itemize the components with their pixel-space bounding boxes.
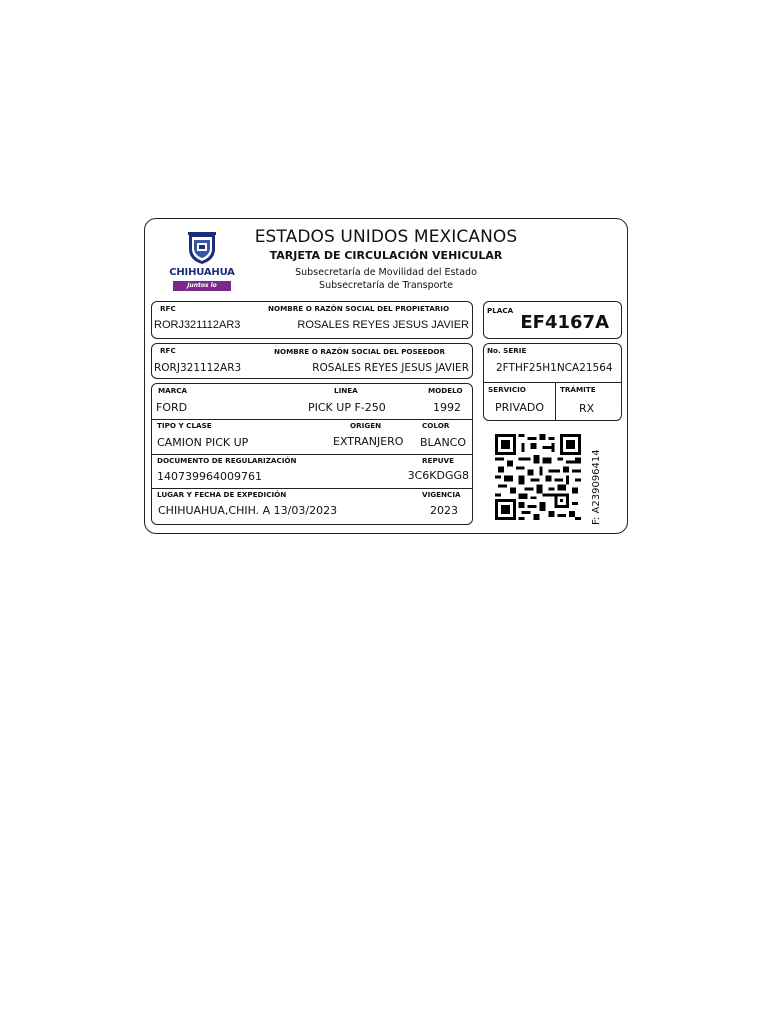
logo-name: CHIHUAHUA <box>169 267 235 278</box>
serial-value: 2FTHF25H1NCA21564 <box>496 362 613 374</box>
folio-number: F: A239096414 <box>591 449 602 525</box>
holder-box <box>151 343 473 379</box>
brand-value: FORD <box>156 401 188 414</box>
line-label: LINEA <box>334 386 358 395</box>
shield-icon <box>186 231 218 265</box>
brand-label: MARCA <box>158 386 188 395</box>
serial-label: No. SERIE <box>487 346 527 355</box>
service-label: SERVICIO <box>488 385 526 394</box>
serial-service-box <box>483 343 622 421</box>
document-title: ESTADOS UNIDOS MEXICANOS <box>254 227 518 247</box>
document-label: DOCUMENTO DE REGULARIZACIÓN <box>157 456 297 465</box>
origin-label: ORIGEN <box>350 421 382 430</box>
repuve-label: REPUVE <box>422 456 455 465</box>
model-label: MODELO <box>428 386 463 395</box>
validity-value: 2023 <box>430 504 458 517</box>
model-value: 1992 <box>433 401 461 414</box>
vehicle-details-box <box>151 383 473 525</box>
owner-name-label: NOMBRE O RAZÓN SOCIAL DEL PROPIETARIO <box>268 304 450 313</box>
place-date-label: LUGAR Y FECHA DE EXPEDICIÓN <box>157 490 287 499</box>
vehicle-registration-card <box>144 218 628 534</box>
issuer-line-1: Subsecretaría de Movilidad del Estado <box>295 267 477 278</box>
color-label: COLOR <box>422 421 450 430</box>
service-value: PRIVADO <box>495 401 544 414</box>
place-date-value: CHIHUAHUA,CHIH. A 13/03/2023 <box>158 504 338 517</box>
holder-name-value: ROSALES REYES JESUS JAVIER <box>312 362 469 374</box>
plate-value: EF4167A <box>520 312 609 333</box>
line-value: PICK UP F-250 <box>308 401 386 414</box>
document-value: 140739964009761 <box>157 470 262 483</box>
repuve-value: 3C6KDGG8 <box>407 469 469 482</box>
owner-box <box>151 301 473 339</box>
plate-box <box>483 301 622 339</box>
chihuahua-logo <box>167 231 237 299</box>
type-value: CAMION PICK UP <box>157 436 249 449</box>
color-value: BLANCO <box>420 436 467 449</box>
issuer-line-2: Subsecretaría de Transporte <box>319 280 453 291</box>
holder-name-label: NOMBRE O RAZÓN SOCIAL DEL POSEEDOR <box>274 347 446 356</box>
qr-code <box>495 433 581 521</box>
logo-slogan: Juntos lo podemos <box>173 281 231 291</box>
plate-label: PLACA <box>487 306 514 315</box>
owner-rfc-value: RORJ321112AR3 <box>154 319 241 331</box>
validity-label: VIGENCIA <box>422 490 461 499</box>
document-subtitle: TARJETA DE CIRCULACIÓN VEHICULAR <box>269 249 503 262</box>
procedure-label: TRÁMITE <box>560 385 596 394</box>
procedure-value: RX <box>579 402 595 415</box>
owner-name-value: ROSALES REYES JESUS JAVIER <box>297 319 469 331</box>
owner-rfc-label: RFC <box>160 304 176 313</box>
type-label: TIPO Y CLASE <box>157 421 212 430</box>
holder-rfc-label: RFC <box>160 346 176 355</box>
holder-rfc-value: RORJ321112AR3 <box>154 362 242 374</box>
origin-value: EXTRANJERO <box>333 435 404 448</box>
